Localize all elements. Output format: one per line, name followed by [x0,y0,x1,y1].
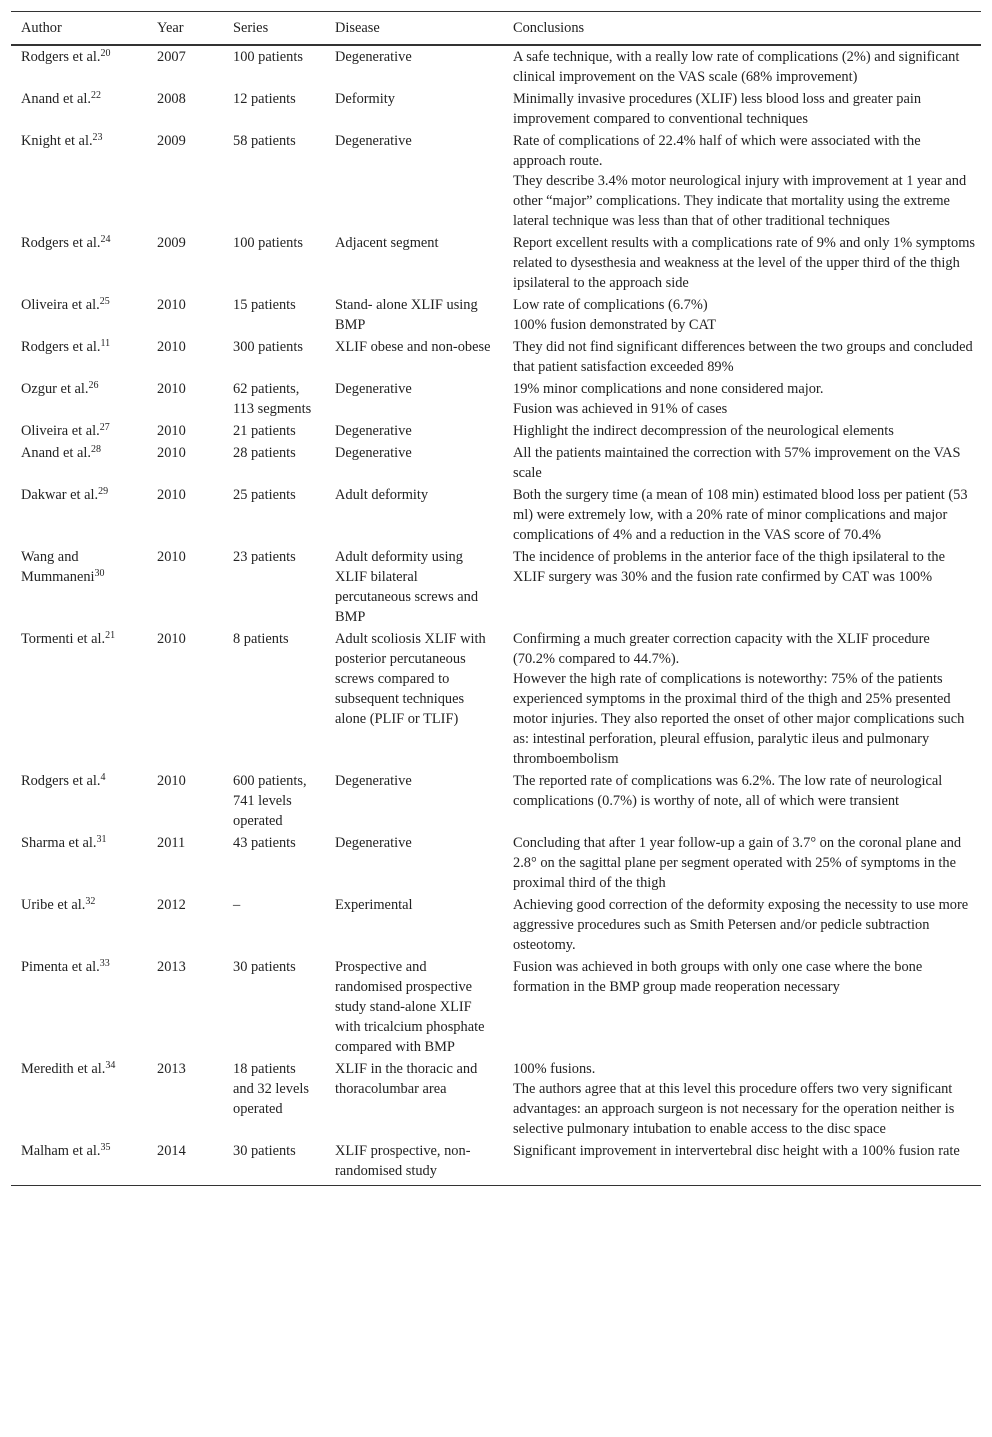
conclusion-paragraph: Low rate of complications (6.7%) [513,297,708,313]
header-disease: Disease [335,20,380,36]
conclusions-cell [503,1058,981,1140]
conclusions-cell [503,294,981,336]
table-row [11,45,981,88]
year-cell: 2010 [157,381,186,397]
reference-number: 32 [85,896,96,907]
series-cell: 15 patients [233,297,296,313]
disease-cell: Degenerative [335,835,412,851]
author-name: Rodgers et al. [21,49,101,65]
table-row [11,378,981,420]
conclusion-paragraph: All the patients maintained the correction with 57% improvement on the VAS scale [513,445,961,481]
reference-number: 26 [88,380,99,391]
reference-number: 35 [100,1142,111,1153]
header-conclusions: Conclusions [513,20,585,36]
author-name: Wang and Mummaneni [21,549,95,585]
table-header-row [11,12,981,46]
header-year: Year [157,20,184,36]
series-cell: 8 patients [233,631,289,647]
author-cell [11,894,147,956]
author-cell [11,484,147,546]
author-name: Tormenti et al. [21,631,106,647]
conclusions-cell [503,628,981,770]
series-cell: 58 patients [233,133,296,149]
author-cell [11,956,147,1058]
conclusions-cell [503,232,981,294]
reference-number: 31 [96,834,107,845]
series-cell: 18 patients and 32 levels operated [233,1061,309,1117]
reference-number: 4 [100,772,106,783]
series-cell: 43 patients [233,835,296,851]
series-cell: 600 patients, 741 levels operated [233,773,307,829]
conclusions-cell [503,336,981,378]
series-cell: 25 patients [233,487,296,503]
author-name: Sharma et al. [21,835,97,851]
year-cell: 2010 [157,339,186,355]
conclusions-cell [503,442,981,484]
year-cell: 2007 [157,49,186,65]
conclusion-paragraph: Both the surgery time (a mean of 108 min) estimated blood loss per patient (53 ml) were extremely low, with a 20% rate of minor complications and major complications of 4% and a reduction in the VAS score of 70.4% [513,487,968,543]
conclusion-paragraph: 19% minor complications and none considered major. [513,381,824,397]
conclusions-cell [503,956,981,1058]
year-cell: 2010 [157,423,186,439]
conclusions-cell [503,1140,981,1186]
series-cell: 100 patients [233,235,303,251]
author-cell [11,832,147,894]
year-cell: 2010 [157,445,186,461]
series-cell: 21 patients [233,423,296,439]
disease-cell: Degenerative [335,423,412,439]
year-cell: 2008 [157,91,186,107]
author-cell [11,294,147,336]
year-cell: 2013 [157,959,186,975]
author-cell [11,378,147,420]
table-row [11,442,981,484]
year-cell: 2010 [157,297,186,313]
year-cell: 2010 [157,631,186,647]
table-row [11,336,981,378]
conclusion-paragraph: Fusion was achieved in both groups with only one case where the bone formation in the BMP group made reoperation necessary [513,959,923,995]
author-cell [11,45,147,88]
disease-cell: Experimental [335,897,413,913]
disease-cell: XLIF in the thoracic and thoracolumbar area [335,1061,478,1097]
table-row [11,832,981,894]
conclusion-paragraph: Report excellent results with a complications rate of 9% and only 1% symptoms related to dysesthesia and weakness at the level of the upper third of the thigh ipsilateral to the approach side [513,235,975,291]
year-cell: 2012 [157,897,186,913]
series-cell: – [233,897,241,913]
conclusion-paragraph: Significant improvement in intervertebral disc height with a 100% fusion rate [513,1143,960,1159]
table-row [11,894,981,956]
reference-number: 24 [100,234,111,245]
table-row [11,484,981,546]
series-cell: 300 patients [233,339,303,355]
reference-number: 33 [99,958,110,969]
year-cell: 2009 [157,133,186,149]
author-name: Anand et al. [21,91,91,107]
disease-cell: XLIF obese and non-obese [335,339,491,355]
author-name: Dakwar et al. [21,487,99,503]
series-cell: 30 patients [233,1143,296,1159]
disease-cell: Adult deformity using XLIF bilateral percutaneous screws and BMP [335,549,479,625]
author-name: Uribe et al. [21,897,86,913]
series-cell: 12 patients [233,91,296,107]
header-series: Series [233,20,269,36]
author-cell [11,420,147,442]
year-cell: 2013 [157,1061,186,1077]
disease-cell: Degenerative [335,49,412,65]
series-cell: 62 patients, 113 segments [233,381,312,417]
table-body [11,45,981,1186]
reference-number: 30 [94,568,105,579]
studies-table [11,11,981,1186]
author-cell [11,1058,147,1140]
author-cell [11,130,147,232]
header-author: Author [21,20,62,36]
disease-cell: Degenerative [335,445,412,461]
author-name: Ozgur et al. [21,381,89,397]
series-cell: 30 patients [233,959,296,975]
conclusion-paragraph: However the high rate of complications is noteworthy: 75% of the patients experienced symptoms in the proximal third of the thigh and 25% presented motor injuries. They also reported the onset of other major complications such as: intestinal perforation, pleural effusion, paralytic ileus and pulmonary thromboembolism [513,671,965,767]
table-row [11,1058,981,1140]
results-table-container [11,11,981,1186]
table-row [11,232,981,294]
disease-cell: Degenerative [335,133,412,149]
reference-number: 28 [90,444,101,455]
disease-cell: Adult deformity [335,487,429,503]
disease-cell: Stand- alone XLIF using BMP [335,297,478,333]
year-cell: 2010 [157,773,186,789]
series-cell: 23 patients [233,549,296,565]
author-cell [11,1140,147,1186]
conclusions-cell [503,378,981,420]
author-name: Rodgers et al. [21,773,101,789]
conclusions-cell [503,832,981,894]
disease-cell: Prospective and randomised prospective study stand-alone XLIF with tricalcium phosphate compared with BMP [335,959,485,1055]
author-name: Pimenta et al. [21,959,100,975]
table-row [11,1140,981,1186]
author-cell [11,770,147,832]
author-cell [11,336,147,378]
conclusions-cell [503,420,981,442]
table-row [11,130,981,232]
table-row [11,88,981,130]
conclusions-cell [503,484,981,546]
conclusion-paragraph: A safe technique, with a really low rate of complications (2%) and significant clinical improvement on the VAS scale (68% improvement) [513,49,960,85]
author-name: Malham et al. [21,1143,101,1159]
table-row [11,956,981,1058]
table-row [11,420,981,442]
disease-cell: Adjacent segment [335,235,439,251]
conclusions-cell [503,45,981,88]
reference-number: 34 [105,1060,116,1071]
reference-number: 23 [92,132,103,143]
author-name: Meredith et al. [21,1061,106,1077]
conclusion-paragraph: Rate of complications of 22.4% half of which were associated with the approach route. [513,133,921,169]
table-row [11,546,981,628]
reference-number: 25 [99,296,110,307]
conclusion-paragraph: The incidence of problems in the anterior face of the thigh ipsilateral to the XLIF surgery was 30% and the fusion rate confirmed by CAT was 100% [513,549,945,585]
disease-cell: Degenerative [335,381,412,397]
table-row [11,294,981,336]
year-cell: 2014 [157,1143,186,1159]
author-name: Rodgers et al. [21,235,101,251]
author-name: Oliveira et al. [21,423,100,439]
conclusion-paragraph: They describe 3.4% motor neurological injury with improvement at 1 year and other “major” complications. They indicate that mortality using the extreme lateral technique was less than that of other traditional techniques [513,173,967,229]
reference-number: 21 [105,630,116,641]
reference-number: 22 [90,90,101,101]
conclusion-paragraph: Minimally invasive procedures (XLIF) less blood loss and greater pain improvement compared to conventional techniques [513,91,922,127]
conclusions-cell [503,130,981,232]
author-name: Rodgers et al. [21,339,101,355]
author-cell [11,546,147,628]
author-cell [11,88,147,130]
conclusions-cell [503,546,981,628]
conclusion-paragraph: 100% fusions. [513,1061,596,1077]
year-cell: 2010 [157,487,186,503]
conclusion-paragraph: The reported rate of complications was 6.2%. The low rate of neurological complications (0.7%) is worthy of note, all of which were transient [513,773,943,809]
conclusions-cell [503,88,981,130]
conclusion-paragraph: 100% fusion demonstrated by CAT [513,317,717,333]
disease-cell: XLIF prospective, non-randomised study [335,1143,471,1179]
conclusion-paragraph: Highlight the indirect decompression of the neurological elements [513,423,894,439]
year-cell: 2010 [157,549,186,565]
conclusions-cell [503,770,981,832]
author-name: Anand et al. [21,445,91,461]
reference-number: 11 [100,338,111,349]
table-row [11,770,981,832]
reference-number: 29 [98,486,109,497]
disease-cell: Deformity [335,91,395,107]
table-row [11,628,981,770]
conclusion-paragraph: Achieving good correction of the deformity exposing the necessity to use more aggressive procedures such as Smith Petersen and/or pedicle subtraction osteotomy. [513,897,969,953]
conclusion-paragraph: Confirming a much greater correction capacity with the XLIF procedure (70.2% compared to 44.7%). [513,631,930,667]
author-name: Knight et al. [21,133,93,149]
conclusion-paragraph: The authors agree that at this level this procedure offers two very significant advantages: an approach surgeon is not necessary for the operation neither is selective pulmonary intubation to enable access to the disc space [513,1081,955,1137]
author-name: Oliveira et al. [21,297,100,313]
conclusion-paragraph: Concluding that after 1 year follow-up a gain of 3.7° on the coronal plane and 2.8° on the sagittal plane per segment operated with 25% of symptoms in the proximal third of the thigh [513,835,962,891]
series-cell: 28 patients [233,445,296,461]
year-cell: 2009 [157,235,186,251]
disease-cell: Degenerative [335,773,412,789]
author-cell [11,628,147,770]
conclusion-paragraph: Fusion was achieved in 91% of cases [513,401,728,417]
year-cell: 2011 [157,835,186,851]
disease-cell: Adult scoliosis XLIF with posterior percutaneous screws compared to subsequent techniques alone (PLIF or TLIF) [335,631,486,727]
series-cell: 100 patients [233,49,303,65]
author-cell [11,232,147,294]
conclusions-cell [503,894,981,956]
author-cell [11,442,147,484]
reference-number: 27 [99,422,110,433]
conclusion-paragraph: They did not find significant differences between the two groups and concluded that patient satisfaction exceeded 89% [513,339,973,375]
reference-number: 20 [100,48,111,59]
